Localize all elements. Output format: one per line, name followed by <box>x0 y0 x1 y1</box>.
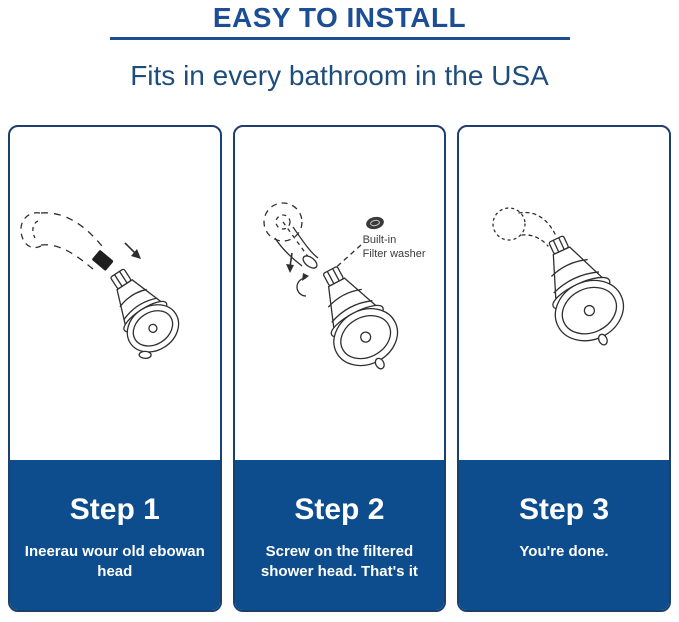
illustration-step-1 <box>10 127 220 460</box>
step-2-label: Step 2 <box>294 493 385 526</box>
step-3-description: You're done. <box>519 543 609 560</box>
shower-head-icon <box>94 258 189 364</box>
step-panels <box>0 125 679 612</box>
caption-step-2 <box>235 460 445 610</box>
annotation-line-1: Built-in <box>362 234 397 246</box>
step-3-label: Step 3 <box>518 493 609 526</box>
shower-arm-dotted-icon <box>519 212 555 246</box>
caption-step-1 <box>10 460 220 610</box>
page-subtitle: Fits in every bathroom in the USA <box>130 60 549 91</box>
panel-step-1 <box>8 125 222 612</box>
caption-step-3 <box>459 460 669 610</box>
illustration-step-2 <box>235 127 445 460</box>
header <box>0 0 679 92</box>
step-1-label: Step 1 <box>69 493 160 526</box>
wall-flange-dashed-icon <box>21 213 41 248</box>
page-title: EASY TO INSTALL <box>212 2 467 33</box>
panel-step-3 <box>457 125 671 612</box>
panel-step-2 <box>233 125 447 612</box>
installed-shower-head-icon <box>459 127 668 460</box>
arm-nut-icon <box>92 250 114 272</box>
pause-lever-icon <box>139 351 151 358</box>
screw-on-filtered-shower-head-icon <box>235 127 444 460</box>
built-in-filter-washer-label <box>363 233 426 262</box>
shower-head-icon <box>300 255 411 384</box>
title-underline <box>110 37 570 40</box>
rotate-arrow-icon <box>297 273 309 296</box>
step-1-description: Ineerau wour old ebowan head <box>24 543 205 581</box>
shower-head-icon <box>524 224 637 359</box>
shower-arm-icon <box>275 222 319 270</box>
unscrew-arrow-icon <box>125 243 141 259</box>
annotation-line-2: Filter washer <box>362 248 426 261</box>
step-2-description: Screw on the filtered shower head. That's it <box>260 543 418 581</box>
washer-icon <box>365 215 385 230</box>
illustration-step-3 <box>459 127 669 460</box>
unscrew-old-shower-head-icon <box>10 127 219 460</box>
